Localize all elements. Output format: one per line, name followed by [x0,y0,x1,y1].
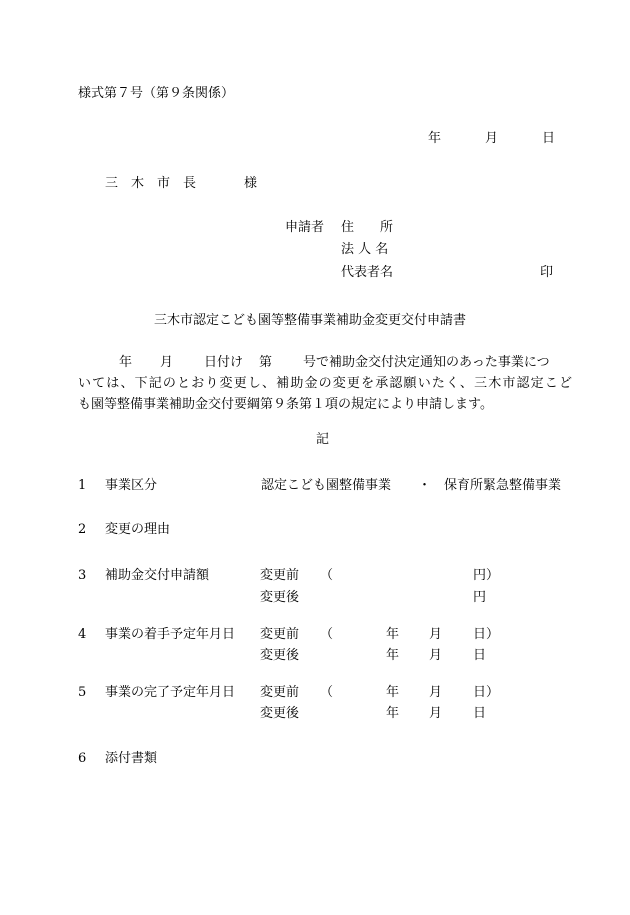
form-number: 様式第７号（第９条関係） [78,86,235,101]
applicant-seal-mark: 印 [540,265,554,280]
item-5-before-day: 日） [473,685,500,700]
item-3-before-open-paren: （ [320,568,334,583]
item-5-before-open-paren: （ [320,685,334,700]
body-year: 年 [119,355,133,370]
item-6-number: 6 [78,751,87,766]
item-3-label: 補助金交付申請額 [105,568,210,583]
applicant-rep-label: 代表者名 [341,265,394,280]
item-5-after-year: 年 [386,706,400,721]
item-5-after-day: 日 [473,706,487,721]
document-title: 三木市認定こども園等整備事業補助金変更交付申請書 [154,313,467,328]
item-5-number: 5 [78,685,87,700]
date-month-label: 月 [485,131,499,146]
item-3-before-unit: 円） [473,568,500,583]
item-5-before-year: 年 [386,685,400,700]
item-3-after-label: 変更後 [260,590,300,605]
item-3-after-unit: 円 [473,590,487,605]
item-2-number: 2 [78,522,87,537]
item-4-number: 4 [78,627,87,642]
date-year-label: 年 [428,131,442,146]
body-dai: 第 [259,355,273,370]
item-3-before-label: 変更前 [260,568,300,583]
applicant-address-label: 住 所 [341,220,394,235]
addressee-honorific: 様 [244,176,258,191]
item-5-after-month: 月 [429,706,443,721]
item-1-option-kodomoen: 認定こども園整備事業 [261,478,392,493]
item-5-before-label: 変更前 [260,685,300,700]
applicant-corp-name-label: 法 人 名 [341,242,389,257]
item-4-before-label: 変更前 [260,627,300,642]
item-5-label: 事業の完了予定年月日 [105,685,236,700]
item-4-before-open-paren: （ [320,627,334,642]
item-4-before-day: 日） [473,627,500,642]
item-4-after-year: 年 [386,648,400,663]
ki-heading: 記 [316,432,330,447]
item-4-before-month: 月 [429,627,443,642]
item-2-label: 変更の理由 [105,522,171,537]
item-6-label: 添付書類 [105,751,158,766]
body-day: 日付け [204,355,244,370]
body-line2: いては、下記のとおり変更し、補助金の変更を承認願いたく、三木市認定こど [78,376,572,391]
item-4-label: 事業の着手予定年月日 [105,627,236,642]
item-1-label: 事業区分 [105,478,158,493]
body-line1-rest: 号で補助金交付決定通知のあった事業につ [303,355,550,370]
item-3-number: 3 [78,568,87,583]
item-5-before-month: 月 [429,685,443,700]
applicant-role: 申請者 [285,220,325,235]
item-1-separator: ・ [418,478,432,493]
item-4-after-day: 日 [473,648,487,663]
item-4-after-month: 月 [429,648,443,663]
date-day-label: 日 [542,131,556,146]
item-4-before-year: 年 [386,627,400,642]
body-month: 月 [160,355,174,370]
item-1-number: 1 [78,478,87,493]
addressee-name: 三 木 市 長 [105,176,197,191]
item-5-after-label: 変更後 [260,706,300,721]
item-1-option-hoikusho: 保育所緊急整備事業 [444,478,562,493]
body-line3: も園等整備事業補助金交付要綱第９条第１項の規定により申請します。 [78,397,493,412]
item-4-after-label: 変更後 [260,648,300,663]
